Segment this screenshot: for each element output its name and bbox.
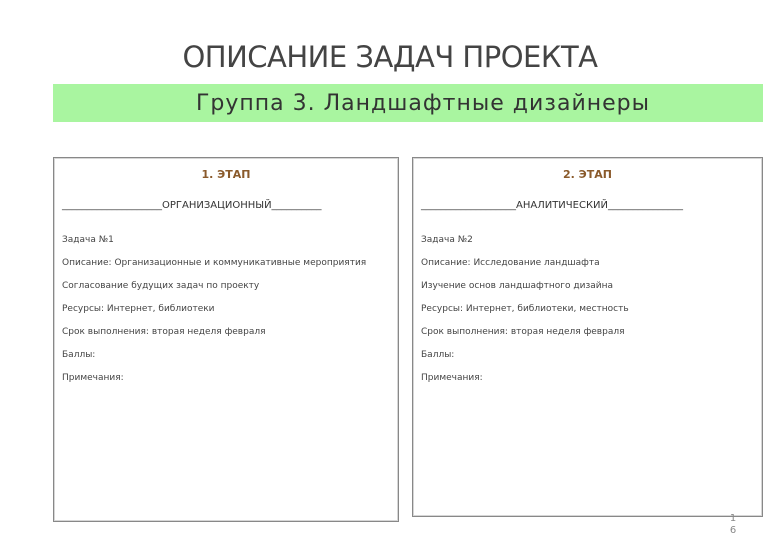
page-title: ОПИСАНИЕ ЗАДАЧ ПРОЕКТА	[182, 40, 598, 74]
task-description: Описание: Исследование ландшафта	[421, 258, 600, 268]
task-notes: Примечания:	[421, 373, 483, 383]
page-number-digit: 6	[729, 525, 737, 536]
task-description: Описание: Организационные и коммуникативные мероприятия	[62, 258, 367, 268]
task-number: Задача №2	[421, 235, 473, 245]
stage-card-2	[412, 157, 763, 517]
task-deadline: Срок выполнения: вторая неделя февраля	[62, 327, 266, 337]
stage-card-1	[53, 157, 399, 522]
task-points: Баллы:	[62, 350, 96, 360]
page-number	[727, 513, 739, 537]
task-number: Задача №1	[62, 235, 114, 245]
task-detail: Согласование будущих задач по проекту	[62, 281, 260, 291]
task-deadline: Срок выполнения: вторая неделя февраля	[421, 327, 625, 337]
stage-heading: ____________________ОРГАНИЗАЦИОННЫЙ__________	[62, 200, 322, 211]
group-title: Группа 3. Ландшафтные дизайнеры	[195, 90, 650, 116]
stage-label: 1. ЭТАП	[201, 168, 251, 181]
task-notes: Примечания:	[62, 373, 124, 383]
task-resources: Ресурсы: Интернет, библиотеки, местность	[421, 304, 629, 314]
stage-heading: ___________________АНАЛИТИЧЕСКИЙ_______________	[421, 200, 684, 211]
task-detail: Изучение основ ландшафтного дизайна	[421, 281, 614, 291]
stage-label: 2. ЭТАП	[563, 168, 612, 181]
task-resources: Ресурсы: Интернет, библиотеки	[62, 304, 215, 314]
group-banner	[53, 84, 763, 122]
task-points: Баллы:	[421, 350, 455, 360]
page-number-digit: 1	[729, 513, 737, 524]
